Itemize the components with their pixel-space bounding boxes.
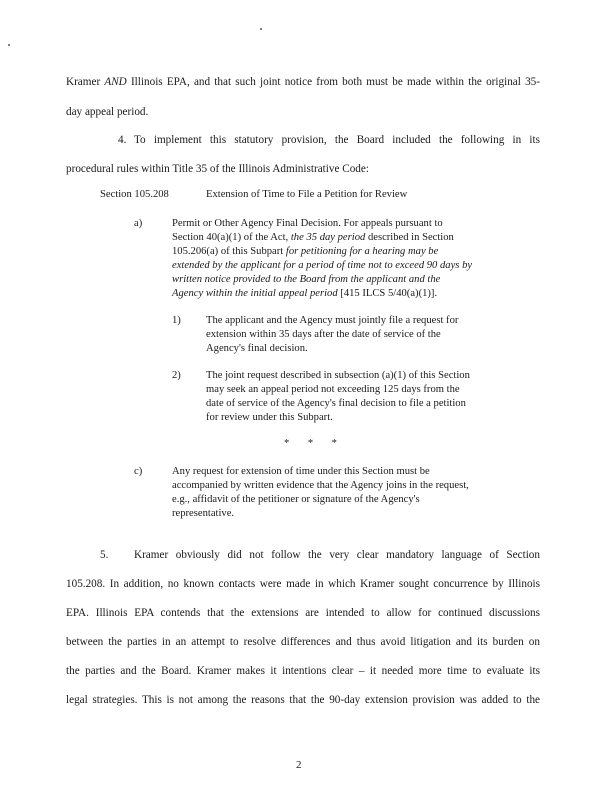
section-title: Extension of Time to File a Petition for Review — [206, 189, 408, 200]
para4-line1: To implement this statutory provision, the Board included the following in its — [134, 134, 540, 146]
item-2-label: 2) — [172, 370, 181, 381]
scan-speck — [260, 28, 262, 30]
subsection-c-line: representative. — [172, 508, 235, 519]
scan-speck — [8, 44, 10, 46]
subsection-a-line: extended by the applicant for a period of time not to exceed 90 days by — [172, 260, 473, 271]
item-2-line: date of service of the Agency's final decision to file a petition — [206, 398, 466, 409]
subsection-a-line: written notice provided to the Board from the applicant and the — [172, 274, 441, 285]
subsection-a-line: Permit or Other Agency Final Decision. For appeals pursuant to — [172, 218, 443, 229]
para4-number: 4. — [118, 134, 127, 146]
section-number: Section 105.208 — [100, 189, 169, 200]
para3-line2: day appeal period. — [66, 106, 149, 118]
subsection-a-label: a) — [134, 218, 143, 229]
page-number: 2 — [296, 759, 302, 771]
para3-line1: Kramer AND Illinois EPA, and that such joint notice from both must be made within the original 35- — [66, 76, 540, 88]
subsection-a-line: Section 40(a)(1) of the Act, the 35 day period described in Section — [172, 232, 454, 243]
subsection-c-label: c) — [134, 466, 143, 477]
para5-line: between the parties in an attempt to resolve differences and thus avoid litigation and its burden on — [66, 636, 540, 648]
subsection-c-line: accompanied by written evidence that the Agency joins in the request, — [172, 480, 469, 491]
para5-line: EPA. Illinois EPA contends that the extensions are intended to allow for continued discussions — [66, 607, 540, 619]
subsection-c-line: Any request for extension of time under this Section must be — [172, 466, 430, 477]
para5-line: the parties and the Board. Kramer makes it intentions clear – it needed more time to evaluate its — [66, 665, 540, 677]
item-1-label: 1) — [172, 315, 181, 326]
item-1-line: The applicant and the Agency must jointly file a request for — [206, 315, 459, 326]
para4-line2: procedural rules within Title 35 of the Illinois Administrative Code: — [66, 163, 369, 175]
item-1-line: Agency's final decision. — [206, 343, 308, 354]
item-1-line: extension within 35 days after the date of service of the — [206, 329, 441, 340]
item-2-line: The joint request described in subsection (a)(1) of this Section — [206, 370, 470, 381]
para5-number: 5. — [100, 549, 109, 561]
subsection-a-line: Agency within the initial appeal period [415 ILCS 5/40(a)(1)]. — [172, 288, 438, 299]
para5-line: Kramer obviously did not follow the very clear mandatory language of Section — [134, 549, 540, 561]
para5-line: 105.208. In addition, no known contacts were made in which Kramer sought concurrence by Illinois — [66, 578, 540, 590]
omission-asterisks: * * * — [284, 438, 337, 449]
para5-line: legal strategies. This is not among the reasons that the 90-day extension provision was added to the — [66, 694, 540, 706]
subsection-c-line: e.g., affidavit of the petitioner or signature of the Agency's — [172, 494, 420, 505]
item-2-line: for review under this Subpart. — [206, 412, 333, 423]
item-2-line: may seek an appeal period not exceeding 125 days from the — [206, 384, 460, 395]
subsection-a-line: 105.206(a) of this Subpart for petitioning for a hearing may be — [172, 246, 439, 257]
